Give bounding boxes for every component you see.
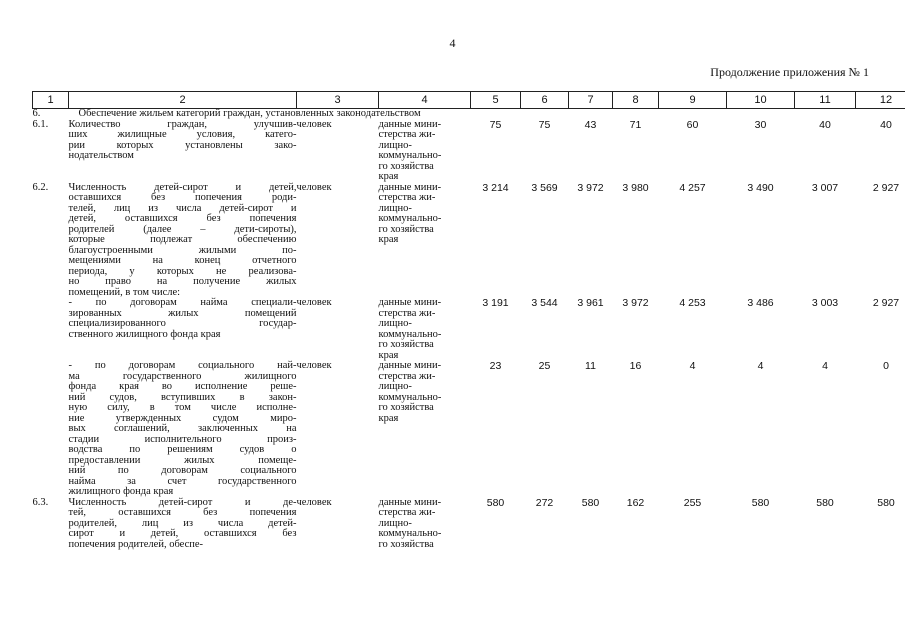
table-row [33, 361, 905, 498]
indicator-name [69, 498, 297, 551]
indicator-line: ние утвержденных судом миро- [68, 412, 297, 424]
source-line: данные мини- [378, 181, 442, 193]
column-header: 5 [471, 92, 521, 109]
indicator-name [69, 120, 297, 183]
indicator-line: рии которых установлены зако- [68, 139, 297, 151]
source-line: го хозяйства [378, 339, 434, 350]
value-cell: 580 [751, 496, 770, 509]
indicator-line: мещениями на конец отчетного [68, 255, 297, 266]
indicator-line: периода, у которых не реализова- [68, 265, 297, 277]
indicator-line: которые подлежат обеспечению [68, 234, 297, 245]
source-line: края [378, 412, 399, 424]
source-line: лищно- [378, 202, 412, 214]
indicator-line: зированных жилых помещений [68, 307, 297, 319]
indicator-line: попечения родителей, обеспе- [68, 538, 204, 550]
value-cell: 43 [584, 118, 597, 131]
source-cell [379, 183, 471, 299]
value-cell: 162 [626, 496, 645, 509]
table-row [33, 183, 905, 299]
indicator-line: фонда края во исполнение реше- [68, 381, 297, 392]
indicator-line: ственного жилищного фонда края [68, 328, 221, 340]
source-line: края [378, 171, 399, 182]
indicator-line: но право на получение жилых [68, 276, 297, 287]
source-line: данные мини- [378, 297, 442, 308]
indicator-line: благоустроенными жилыми по- [68, 244, 297, 256]
source-cell [379, 298, 471, 361]
value-cell: 40 [819, 118, 831, 131]
source-line: лищно- [378, 139, 412, 151]
source-line: края [378, 349, 399, 361]
value-cell: 75 [538, 118, 551, 131]
indicator-name [69, 298, 297, 361]
row-number: 6.2. [32, 181, 49, 193]
section-number: 6. [32, 108, 41, 119]
indicator-line: Численность детей-сирот и детей, [68, 181, 297, 193]
value-cell: 71 [629, 118, 642, 131]
source-line: коммунально- [378, 391, 442, 403]
table-row [33, 498, 905, 551]
indicator-line: стадии исполнительного произ- [68, 433, 297, 445]
unit-cell: человек [296, 496, 332, 508]
row-number: 6.1. [32, 118, 49, 130]
value-cell: 3 961 [577, 297, 604, 309]
value-cell: 580 [877, 496, 895, 509]
source-line: го хозяйства [378, 402, 434, 413]
indicator-line: - по договорам найма специали- [68, 297, 297, 308]
column-header: 3 [297, 92, 379, 109]
value-cell: 4 257 [679, 181, 706, 194]
unit-cell: человек [296, 297, 332, 308]
value-cell: 2 927 [872, 297, 900, 309]
source-line: стерства жи- [378, 129, 436, 140]
value-cell: 0 [883, 360, 889, 372]
source-line: данные мини- [378, 118, 442, 130]
unit-cell: человек [296, 118, 332, 130]
indicator-line: вых соглашений, заключенных на [68, 423, 297, 434]
column-header: 10 [727, 92, 795, 109]
column-header: 9 [659, 92, 727, 109]
indicator-line: тей, оставшихся без попечения [68, 507, 297, 518]
value-cell: 25 [538, 360, 551, 372]
row-number [33, 361, 69, 498]
column-header: 12 [856, 92, 905, 109]
value-cell: 4 [689, 360, 696, 372]
indicators-table [32, 91, 905, 550]
indicator-line: оставшихся без попечения роди- [68, 192, 297, 203]
value-cell: 3 980 [622, 181, 649, 194]
value-cell: 3 972 [622, 297, 649, 309]
value-cell: 75 [489, 118, 502, 131]
table-row [33, 298, 905, 361]
appendix-caption: Продолжение приложения № 1 [710, 65, 869, 79]
source-line: края [378, 234, 399, 245]
source-line: коммунально- [378, 150, 442, 161]
source-line: стерства жи- [378, 307, 436, 319]
column-header: 2 [69, 92, 297, 109]
source-line: лищно- [378, 318, 412, 329]
indicator-line: родителей, лиц из числа детей- [68, 517, 297, 529]
value-cell: 3 191 [482, 297, 509, 309]
indicator-name [69, 183, 297, 299]
column-header: 7 [569, 92, 613, 109]
value-cell: 580 [486, 496, 505, 509]
source-line: коммунально- [378, 213, 442, 224]
source-line: коммунально- [378, 528, 442, 539]
value-cell: 580 [581, 496, 600, 509]
value-cell: 255 [683, 496, 702, 509]
unit-cell: человек [296, 181, 332, 193]
source-cell [379, 361, 471, 498]
source-cell [379, 120, 471, 183]
source-line: стерства жи- [378, 370, 436, 382]
indicator-name [69, 361, 297, 498]
indicator-line: ма государственного жилищного [68, 370, 297, 382]
indicator-line: - по договорам социального най- [68, 360, 297, 371]
value-cell: 16 [629, 360, 642, 372]
column-header: 4 [379, 92, 471, 109]
indicator-line: сирот и детей, оставшихся без [68, 528, 297, 539]
value-cell: 3 003 [811, 297, 839, 309]
value-cell: 3 569 [531, 181, 558, 194]
value-cell: 3 214 [482, 181, 509, 194]
indicator-line: ную силу, в том числе исполне- [68, 402, 297, 413]
value-cell: 272 [535, 496, 554, 509]
indicator-line: предоставлении жилых помеще- [68, 454, 297, 466]
indicator-line: найма за счет государственного [68, 475, 297, 487]
column-header: 1 [33, 92, 69, 109]
indicator-line: специализированного государ- [68, 318, 297, 329]
value-cell: 3 007 [811, 181, 839, 194]
source-cell [379, 498, 471, 551]
indicator-line: Численность детей-сирот и де- [68, 496, 297, 508]
indicator-line: водства по решениям судов о [68, 444, 297, 455]
value-cell: 30 [754, 118, 767, 131]
value-cell: 3 544 [531, 297, 558, 309]
value-cell: 4 [757, 360, 764, 372]
indicator-line: ний судов, вступивших в закон- [68, 391, 297, 403]
value-cell: 4 [822, 360, 828, 372]
value-cell: 580 [816, 496, 834, 509]
source-line: го хозяйства [378, 160, 434, 172]
source-line: данные мини- [378, 496, 442, 508]
value-cell: 11 [585, 360, 596, 372]
indicator-line: родителей (далее – дети-сироты), [68, 223, 297, 235]
source-line: лищно- [378, 381, 412, 392]
row-number: 6.3. [32, 496, 49, 508]
value-cell: 4 253 [679, 297, 706, 309]
indicator-line: ших жилищные условия, катего- [68, 129, 297, 140]
indicator-line: телей, лиц из числа детей-сирот и [68, 202, 297, 214]
indicator-line: Количество граждан, улучшив- [68, 118, 297, 130]
source-line: коммунально- [378, 328, 442, 340]
column-header: 8 [613, 92, 659, 109]
source-line: го хозяйства [378, 223, 434, 235]
source-line: го хозяйства [378, 538, 434, 550]
section-title: Обеспечение жильем категорий граждан, установленных законодательством [78, 108, 421, 119]
source-line: стерства жи- [378, 192, 436, 203]
indicator-line: помещений, в том числе: [68, 286, 181, 298]
indicator-line: жилищного фонда края [68, 486, 174, 497]
header-row [33, 92, 905, 109]
value-cell: 2 927 [872, 181, 900, 194]
source-line: лищно- [378, 517, 412, 529]
unit-cell: человек [296, 360, 332, 371]
value-cell: 3 972 [577, 181, 604, 194]
section-row [33, 109, 905, 120]
indicator-line: ний по договорам социального [68, 465, 297, 476]
value-cell: 3 490 [747, 181, 774, 194]
indicator-line: нодательством [68, 150, 134, 161]
value-cell: 23 [489, 360, 502, 372]
value-cell: 40 [880, 118, 892, 131]
column-header: 11 [795, 92, 856, 109]
table-row [33, 120, 905, 183]
indicator-line: детей, оставшихся без попечения [68, 213, 297, 224]
row-number [33, 298, 69, 361]
value-cell: 60 [686, 118, 699, 131]
column-header: 6 [521, 92, 569, 109]
value-cell: 3 486 [747, 297, 774, 309]
source-line: данные мини- [378, 360, 442, 371]
page-number: 4 [449, 36, 456, 50]
source-line: стерства жи- [378, 507, 436, 518]
